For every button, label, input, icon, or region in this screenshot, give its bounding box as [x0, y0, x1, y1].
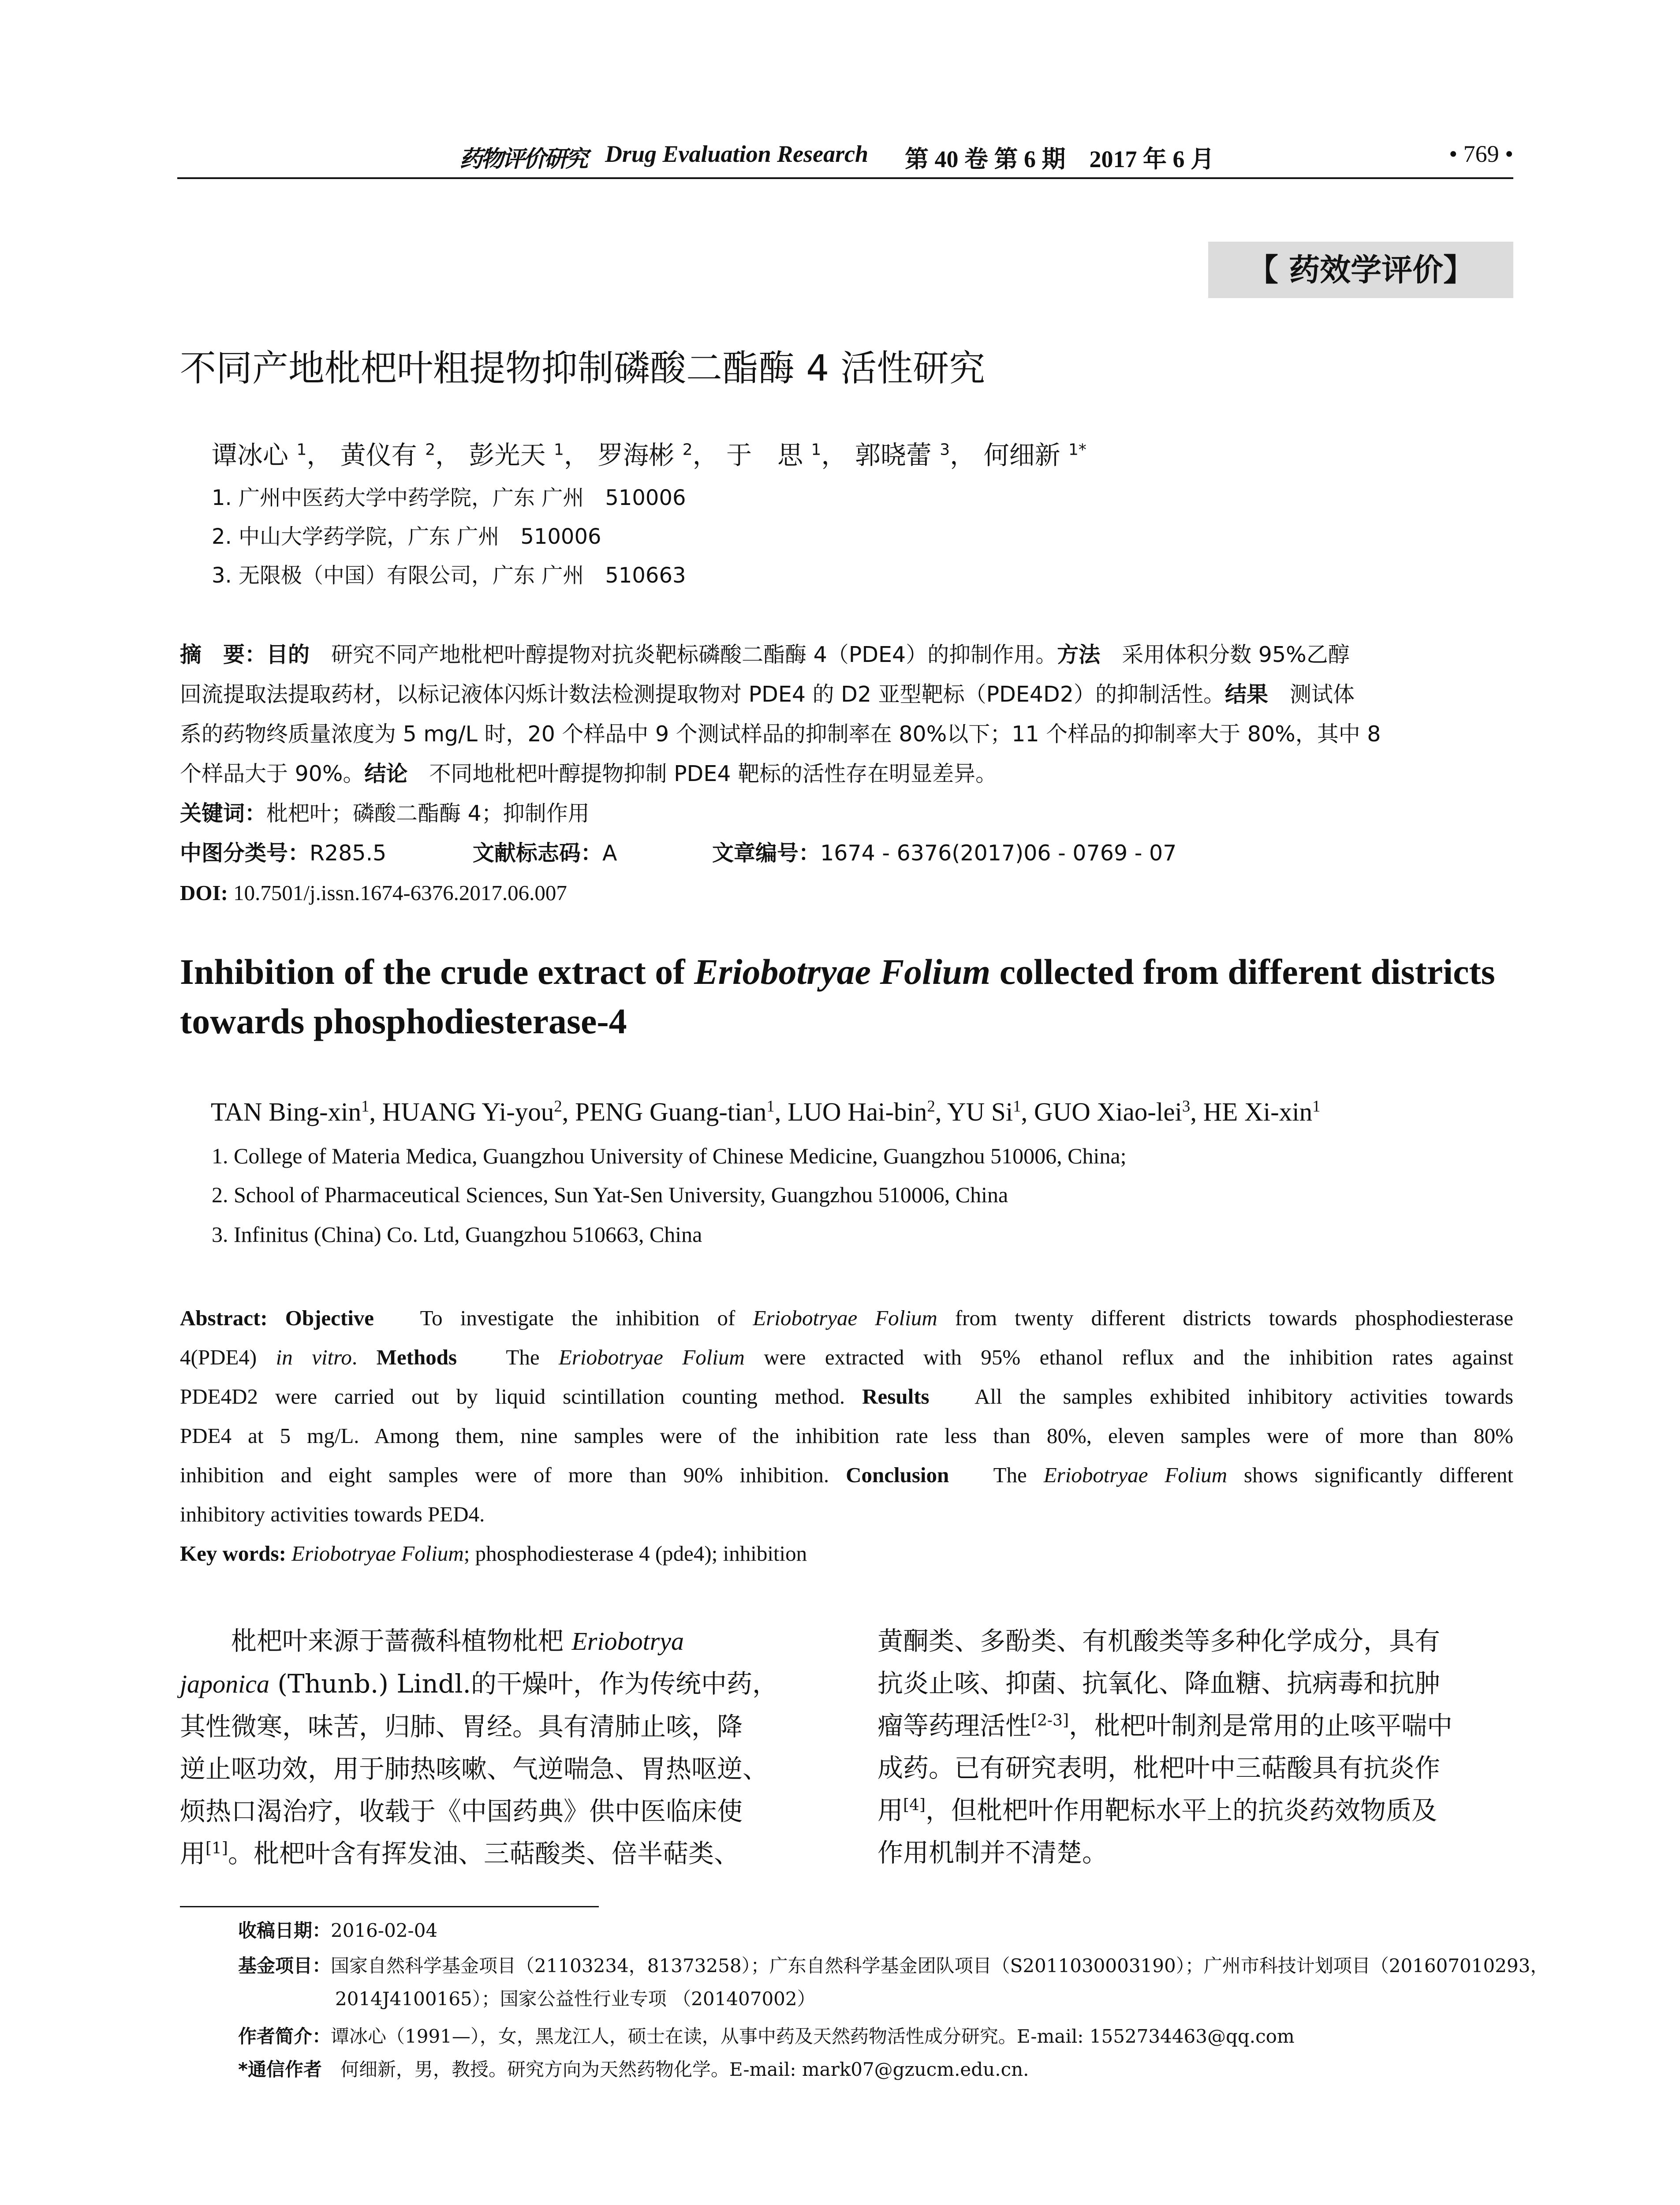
en-abstract-text: All the samples exhibited inhibitory activities towards: [929, 1384, 1514, 1409]
en-abstract-line: [180, 1298, 1513, 1338]
body-line: 逆止呕功效，用于肺热咳嗽、气逆喘急、胃热呕逆、: [180, 1754, 769, 1784]
cn-author: 郭晓蕾: [855, 440, 932, 470]
body-line: 成药。已有研究表明，枇杷叶中三萜酸具有抗炎作: [877, 1753, 1441, 1783]
cn-author-sup: 1: [811, 441, 821, 459]
en-methods-label: Methods: [376, 1345, 457, 1369]
en-keywords-italic: Eriobotryae Folium: [286, 1541, 464, 1566]
en-abstract-line: inhibitory activities towards PED4.: [180, 1502, 485, 1526]
body-text: 用: [877, 1795, 903, 1825]
en-author: YU Si: [947, 1097, 1013, 1126]
body-line: 烦热口渴治疗，收载于《中国药典》供中医临床使: [180, 1796, 743, 1826]
en-title-part: collected from different districts towards phosphodiesterase-4: [180, 952, 1495, 1041]
cn-author: 黄仪有: [340, 440, 417, 470]
cn-abstract-line: 系的药物终质量浓度为 5 mg/L 时，20 个样品中 9 个测试样品的抑制率在 80%以下；11 个样品的抑制率大于 80%，其中 8: [180, 721, 1381, 747]
en-keywords-text: ; phosphodiesterase 4 (pde4); inhibition: [463, 1541, 807, 1566]
fund-text: 国家自然科学基金项目（21103234，81373258）；广东自然科学基金团队项目（S2011030003190）；广州市科技计划项目（201607010293，: [331, 1955, 1549, 1977]
cn-abstract-text: 不同地枇杷叶醇提物抑制 PDE4 靶标的活性存在明显差异。: [407, 761, 997, 786]
en-abstract-label: Abstract: Objective: [180, 1306, 374, 1330]
en-author-sup: 1: [766, 1097, 775, 1115]
body-line: 作用机制并不清楚。: [877, 1838, 1108, 1868]
en-author: PENG Guang-tian: [575, 1097, 767, 1126]
en-author: LUO Hai-bin: [788, 1097, 927, 1126]
en-results-label: Results: [862, 1384, 930, 1409]
cn-author-sup: 1*: [1068, 441, 1086, 459]
body-line: [877, 1789, 1452, 1831]
en-keywords-label: Key words:: [180, 1541, 286, 1566]
cn-abstract-line: [180, 635, 1513, 675]
journal-issue: 第 40 卷 第 6 期 2017 年 6 月: [905, 146, 1214, 172]
en-author: HE Xi-xin: [1203, 1097, 1313, 1126]
en-affiliation: 3. Infinitus (China) Co. Ltd, Guangzhou 510663, China: [212, 1222, 702, 1247]
en-author-sup: 1: [361, 1097, 370, 1115]
en-abstract-text: The: [457, 1345, 559, 1369]
cn-author: 何细新: [983, 440, 1060, 470]
body-right-column: [877, 1620, 1452, 1874]
clc-label: 中图分类号：: [180, 841, 310, 866]
en-abstract-text: The: [949, 1463, 1044, 1487]
cn-methods-label: 方法: [1057, 642, 1101, 667]
en-abstract-italic: Eriobotryae Folium: [559, 1345, 745, 1369]
footnote-corresponding: [238, 2055, 1029, 2082]
en-abstract-italic: Eriobotryae Folium: [1043, 1463, 1227, 1487]
cn-abstract-line: [180, 754, 1513, 794]
body-line: [180, 1620, 778, 1663]
corresponding-text: 何细新，男，教授。研究方向为天然药物化学。E-mail: mark07@gzucm.edu.cn.: [321, 2059, 1029, 2080]
en-title-part: Inhibition of the crude extract of: [180, 952, 694, 992]
doi-value: 10.7501/j.issn.1674-6376.2017.06.007: [228, 881, 567, 905]
footnote-rule: [180, 1906, 599, 1907]
en-author: TAN Bing-xin: [211, 1097, 362, 1126]
en-keywords: [180, 1534, 1513, 1573]
body-line: [877, 1704, 1452, 1747]
en-abstract-text: 4(PDE4): [180, 1345, 276, 1369]
doi-line: [180, 873, 1513, 913]
fund-label: 基金项目：: [238, 1955, 331, 1977]
cn-abstract-text: 回流提取法提取药材，以标记液体闪烁计数法检测提取物对 PDE4 的 D2 亚型靶标（PDE4D2）的抑制活性。: [180, 682, 1225, 707]
body-line: 黄酮类、多酚类、有机酸类等多种化学成分，具有: [877, 1626, 1441, 1656]
articleno-value: 1674 - 6376(2017)06 - 0769 - 07: [820, 841, 1177, 866]
cn-author: 罗海彬: [597, 440, 675, 470]
en-conclusion-label: Conclusion: [846, 1463, 949, 1487]
en-author-sup: 1: [1013, 1097, 1021, 1115]
cn-author-sup: 1: [296, 441, 307, 459]
en-title-italic: Eriobotryae Folium: [694, 952, 991, 992]
cn-results-label: 结果: [1225, 682, 1268, 707]
en-abstract-line: [180, 1338, 1513, 1377]
cn-affiliation: 2. 中山大学药学院，广东 广州 510006: [212, 524, 601, 549]
cn-abstract-text: 研究不同产地枇杷叶醇提物对抗炎靶标磷酸二酯酶 4（PDE4）的抑制作用。: [310, 642, 1057, 667]
footnote-fund-cont: 2014J4100165）；国家公益性行业专项 （201407002）: [335, 1988, 816, 2010]
clc-value: R285.5: [310, 841, 387, 866]
en-abstract-text: were extracted with 95% ethanol reflux and the inhibition rates against: [744, 1345, 1513, 1369]
cn-keywords-label: 关键词：: [180, 801, 267, 826]
cn-affiliation: 1. 广州中医药大学中药学院，广东 广州 510006: [212, 486, 686, 510]
en-author-sup: 2: [554, 1097, 562, 1115]
footnote-received: [238, 1916, 437, 1943]
cn-author: 谭冰心: [212, 440, 289, 470]
en-author-list: TAN Bing-xin$^1$, HUANG Yi-you$^2$, PENG Guang-tian$^1$, LUO Hai-bin$^2$, YU Si$^1$, GUO Xiao-lei$^3$, HE Xi-xin$^1$: [211, 1097, 1321, 1126]
body-italic: Eriobotrya: [571, 1627, 684, 1656]
page-number: • 769 •: [1449, 141, 1513, 167]
section-tag: 【 药效学评价】: [1208, 242, 1513, 298]
en-author: HUANG Yi-you: [382, 1097, 554, 1126]
doccode-label: 文献标志码：: [472, 841, 602, 866]
cn-keywords: [180, 794, 1513, 833]
en-abstract-text: from twenty different districts towards phosphodiesterase: [937, 1306, 1514, 1330]
body-text: 。枇杷叶含有挥发油、三萜酸类、倍半萜类、: [228, 1839, 739, 1869]
cn-author-list: 谭冰心 $^1$， 黄仪有 $^2$， 彭光天 $^1$， 罗海彬 $^2$， 于 思 $^1$， 郭晓蕾 $^3$， 何细新 $^{1*}$: [212, 440, 1086, 470]
en-affiliation: 1. College of Materia Medica, Guangzhou University of Chinese Medicine, Guangzhou 510006, China;: [212, 1144, 1127, 1168]
body-line: [180, 1832, 778, 1875]
citation-ref[interactable]: [2-3]: [1031, 1711, 1069, 1730]
body-line: 其性微寒，味苦，归肺、胃经。具有清肺止咳，降: [180, 1712, 743, 1742]
header-rule: [177, 177, 1513, 179]
cn-author-sup: 1: [553, 441, 564, 459]
cn-classification: [180, 833, 1513, 873]
body-italic: japonica: [180, 1670, 269, 1698]
en-abstract-text: .: [351, 1345, 377, 1369]
journal-logo: 药物评价研究: [459, 146, 587, 172]
body-line: [180, 1663, 778, 1705]
en-abstract-italic: in vitro: [276, 1345, 352, 1369]
received-date: 2016-02-04: [331, 1920, 438, 1941]
en-abstract-line: [180, 1377, 1513, 1416]
cn-abstract-text: 个样品大于 90%。: [180, 761, 365, 786]
body-left-column: [180, 1620, 778, 1875]
cn-author-sup: 3: [940, 441, 950, 459]
received-label: 收稿日期：: [238, 1920, 331, 1941]
author-label: 作者简介：: [238, 2026, 331, 2047]
citation-ref[interactable]: [1]: [205, 1839, 228, 1857]
cn-objective-label: 目的: [266, 642, 310, 667]
body-text: 用: [180, 1839, 206, 1869]
en-author: GUO Xiao-lei: [1034, 1097, 1182, 1126]
cn-author-sup: 2: [682, 441, 693, 459]
en-abstract-text: PDE4D2 were carried out by liquid scintillation counting method.: [180, 1384, 862, 1409]
footnote-author: [238, 2022, 1295, 2048]
body-text: (Thunb.) Lindl.的干燥叶，作为传统中药，: [269, 1669, 778, 1699]
en-author-sup: 2: [927, 1097, 935, 1115]
en-abstract-italic: Eriobotryae Folium: [753, 1306, 937, 1330]
articleno-label: 文章编号：: [712, 841, 821, 866]
cn-abstract-text: 采用体积分数 95%乙醇: [1100, 642, 1350, 667]
corresponding-label: *通信作者: [238, 2059, 322, 2080]
en-affiliation: 2. School of Pharmaceutical Sciences, Sun Yat-Sen University, Guangzhou 510006, China: [212, 1182, 1008, 1207]
cn-title: 不同产地枇杷叶粗提物抑制磷酸二酯酶 4 活性研究: [180, 348, 986, 389]
en-abstract-text: shows significantly different: [1227, 1463, 1513, 1487]
cn-author-sup: 2: [425, 441, 436, 459]
en-title: [180, 947, 1513, 1046]
en-abstract-line: PDE4 at 5 mg/L. Among them, nine samples were of the inhibition rate less than 80%, eleven samples were of more than 80%: [180, 1424, 1513, 1448]
body-text: ，但枇杷叶作用靶标水平上的抗炎药效物质及: [925, 1795, 1437, 1825]
running-header: [177, 140, 1513, 175]
citation-ref[interactable]: [4]: [903, 1796, 926, 1814]
footnote-fund: [238, 1951, 1549, 1978]
cn-abstract-line: [180, 675, 1513, 714]
en-abstract-text: To investigate the inhibition of: [374, 1306, 753, 1330]
body-text: ，枇杷叶制剂是常用的止咳平喘中: [1068, 1711, 1452, 1741]
cn-abstract-text: 测试体: [1268, 682, 1355, 707]
cn-conclusion-label: 结论: [364, 761, 408, 786]
en-abstract-text: inhibition and eight samples were of more than 90% inhibition.: [180, 1463, 846, 1487]
journal-name: Drug Evaluation Research: [605, 141, 869, 167]
cn-keywords-text: 枇杷叶；磷酸二酯酶 4；抑制作用: [266, 801, 590, 826]
cn-abstract-label: 摘 要：: [180, 642, 267, 667]
body-line: 抗炎止咳、抑菌、抗氧化、降血糖、抗病毒和抗肿: [877, 1668, 1441, 1698]
author-bio: 谭冰心（1991—），女，黑龙江人，硕士在读，从事中药及天然药物活性成分研究。E-mail: 1552734463@qq.com: [331, 2026, 1295, 2047]
en-abstract-line: [180, 1455, 1513, 1495]
doccode-value: A: [602, 841, 617, 866]
body-text: 枇杷叶来源于蔷薇科植物枇杷: [180, 1626, 572, 1656]
cn-affiliation: 3. 无限极（中国）有限公司，广东 广州 510663: [212, 563, 686, 588]
doi-label: DOI:: [180, 881, 228, 905]
body-text: 瘤等药理活性: [877, 1711, 1031, 1741]
en-author-sup: 1: [1312, 1097, 1321, 1115]
cn-author: 于 思: [726, 440, 803, 470]
cn-author: 彭光天: [469, 440, 546, 470]
en-author-sup: 3: [1182, 1097, 1191, 1115]
